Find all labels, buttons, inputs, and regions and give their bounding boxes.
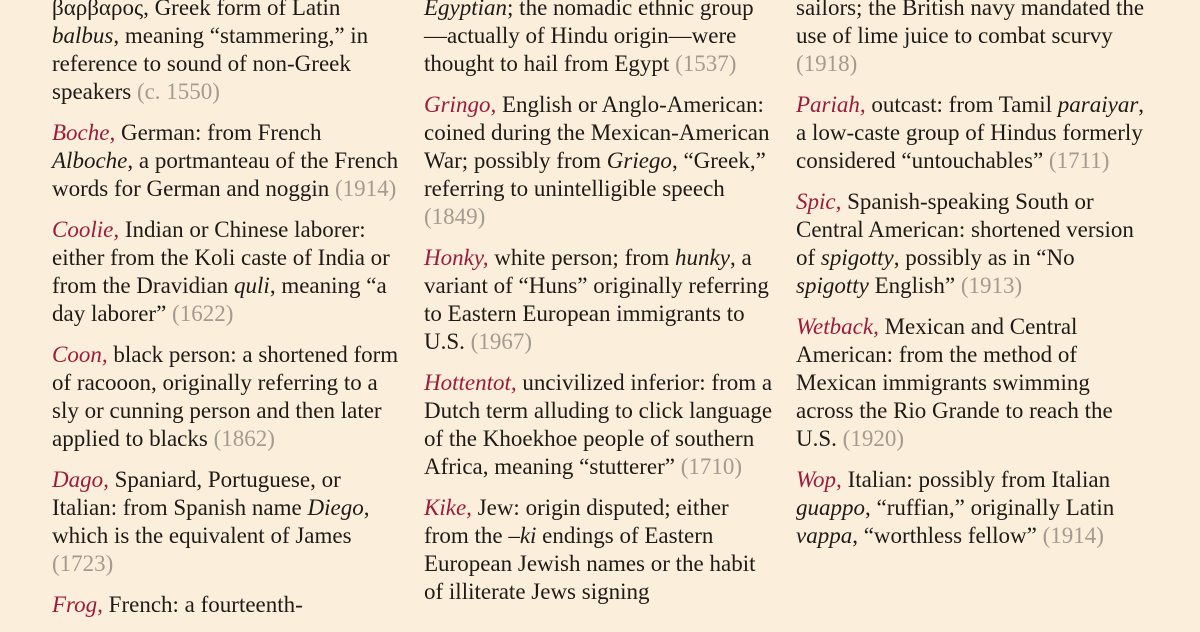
entry-italic-text: guappo (796, 495, 865, 520)
entry-italic-text: hunky (675, 245, 730, 270)
glossary-entry (424, 91, 776, 231)
entry-text: uncivilized inferior: from a Dutch term alluding to click language of the Khoekhoe people of southern Africa, meaning “stutterer” (424, 370, 773, 479)
entry-term: Pariah, (796, 92, 866, 117)
entry-italic-text: –ki (508, 523, 537, 548)
glossary-entry (52, 341, 404, 453)
entry-text: , “Greek,” referring to unintelligible speech (424, 148, 766, 201)
entry-year: (1723) (52, 551, 114, 576)
glossary-entry (796, 188, 1146, 300)
column-1 (52, 0, 404, 632)
entry-text: outcast: from Tamil (865, 92, 1058, 117)
entry-year: (1918) (796, 51, 858, 76)
entry-text: Spaniard, Portuguese, or Italian: from Spanish name (52, 467, 341, 520)
glossary-entry (424, 244, 776, 356)
entry-text: French: a fourteenth- (102, 592, 303, 617)
entry-year: (1710) (680, 454, 743, 479)
entry-term: Gringo, (424, 92, 497, 117)
column-3 (796, 0, 1146, 563)
glossary-entry (796, 91, 1146, 175)
glossary-entry (52, 591, 404, 619)
entry-text: sailors; the British navy mandated the use of lime juice to combat scurvy (796, 0, 1145, 48)
entry-text: , “worthless fellow” (852, 523, 1043, 548)
glossary-entry (52, 466, 404, 578)
entry-text: , a portmanteau of the French words for German and noggin (52, 148, 399, 201)
entry-text: , which is the equivalent of James (52, 495, 370, 548)
entry-italic-text: Egyptian (424, 0, 508, 20)
entry-text: ; the nomadic ethnic group—actually of Hindu origin—were thought to hail from Egypt (424, 0, 754, 76)
entry-text: Jew: origin disputed; either from the (424, 495, 729, 548)
column-2 (424, 0, 776, 619)
entry-term: Coolie, (52, 217, 120, 242)
entry-year: (1920) (842, 426, 904, 451)
entry-italic-text: spigotty (820, 245, 894, 270)
entry-year: (1849) (424, 204, 486, 229)
entry-term: Hottentot, (424, 370, 517, 395)
glossary-entry (424, 369, 776, 481)
entry-text: βαρβαρος, Greek form of Latin (52, 0, 341, 20)
entry-term: Kike, (424, 495, 472, 520)
entry-year: (1862) (213, 426, 275, 451)
glossary-entry (796, 313, 1146, 453)
entry-year: (c. 1550) (136, 79, 220, 104)
entry-text: Italian: possibly from Italian (841, 467, 1111, 492)
glossary-entry (424, 494, 776, 606)
entry-italic-text: balbus (52, 23, 114, 48)
entry-year: (1537) (675, 51, 737, 76)
entry-italic-text: quli (234, 273, 270, 298)
entry-year: (1622) (172, 301, 234, 326)
entry-italic-text: paraiyar (1057, 92, 1139, 117)
entry-text: , a low-caste group of Hindus formerly considered “untouchables” (796, 92, 1145, 173)
entry-text: , a variant of “Huns” originally referring to Eastern European immigrants to U.S. (424, 245, 769, 354)
entry-italic-text: vappa (796, 523, 853, 548)
entry-term: Spic, (796, 189, 842, 214)
entry-text: English” (868, 273, 961, 298)
entry-text: , meaning “stammering,” in reference to sound of non-Greek speakers (52, 23, 369, 104)
entry-text: , “ruffian,” originally Latin (865, 495, 1115, 520)
entry-year: (1967) (470, 329, 532, 354)
entry-text: German: from French (115, 120, 322, 145)
entry-term: Coon, (52, 342, 108, 367)
entry-text: Spanish-speaking South or Central American: shortened version of (796, 189, 1134, 270)
entry-term: Honky, (424, 245, 489, 270)
entry-text: white person; from (488, 245, 676, 270)
entry-italic-text: spigotty (796, 273, 869, 298)
glossary-entry (52, 119, 404, 203)
entry-year: (1914) (1042, 523, 1104, 548)
entry-text: endings of Eastern European Jewish names or the habit of illiterate Jews signing (424, 523, 756, 604)
glossary-entry (52, 0, 404, 106)
entry-italic-text: Griego (606, 148, 672, 173)
glossary-entry (424, 0, 776, 78)
entry-term: Wetback, (796, 314, 879, 339)
entry-year: (1914) (334, 176, 397, 201)
entry-year: (1913) (960, 273, 1023, 298)
entry-italic-text: Alboche (52, 148, 128, 173)
entry-term: Frog, (52, 592, 103, 617)
entry-term: Boche, (52, 120, 116, 145)
entry-text: English or Anglo-American: coined during the Mexican-American War; possibly from (424, 92, 770, 173)
entry-text: , possibly as in “No (893, 245, 1075, 270)
glossary-entry (796, 0, 1146, 78)
glossary-entry (52, 216, 404, 328)
entry-text: Mexican and Central American: from the method of Mexican immigrants swimming across the Rio Grande to reach the U.S. (796, 314, 1113, 451)
entry-term: Dago, (52, 467, 109, 492)
entry-text: black person: a shortened form of racooon, originally referring to a sly or cunning person and then later applied to blacks (52, 342, 399, 451)
entry-text: Indian or Chinese laborer: either from the Koli caste of India or from the Dravidian (52, 217, 390, 298)
entry-term: Wop, (796, 467, 842, 492)
entry-italic-text: Diego (307, 495, 364, 520)
glossary-entry (796, 466, 1146, 550)
entry-text: , meaning “a day laborer” (52, 273, 387, 326)
entry-year: (1711) (1048, 148, 1110, 173)
